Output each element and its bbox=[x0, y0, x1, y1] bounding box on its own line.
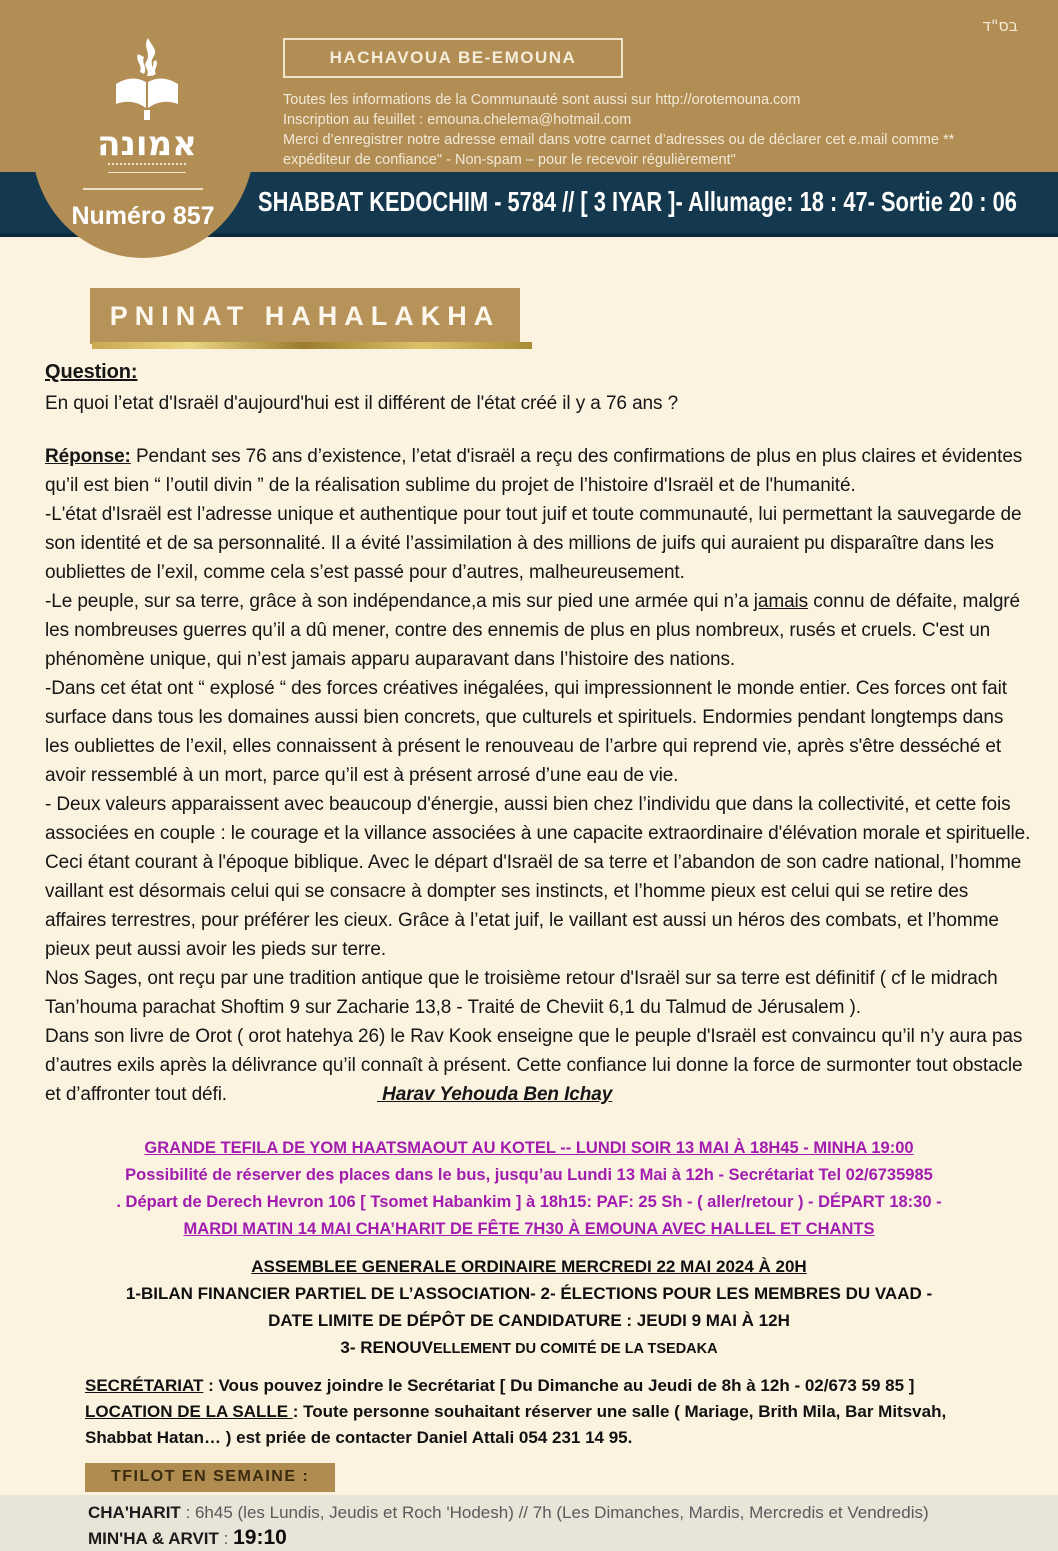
article-paragraphs bbox=[45, 442, 1032, 1109]
contact-line bbox=[85, 1399, 1058, 1425]
text-segment: connu de défaite, malgré les nombreuses guerres qu’il a dû mener, contre des ennemis de plus en plus nombreux, rusés et cruels. C'est un phénomène unique, qui n’est jamais apparu auparavant dans l’histoire des nations. bbox=[45, 591, 1020, 670]
emouna-logo bbox=[92, 36, 202, 173]
logo-hebrew-text: אמונה bbox=[97, 124, 197, 164]
text-segment: Dans son livre de Orot ( orot hatehya 26) le Rav Kook enseigne que le peuple d'Israël est convaincu qu’il n’y aura pas d’autres exils après la délivrance qu’il connaît à présent. Cette confiance lui donne la force de surmonter tout obstacle et d’affronter tout défi. bbox=[45, 1026, 1023, 1105]
paragraph bbox=[45, 500, 1032, 587]
contact-text: Shabbat Hatan… ) est priée de contacter Daniel Attali 054 231 14 95. bbox=[85, 1428, 633, 1447]
text-segment: 3- RENOUV bbox=[340, 1338, 433, 1357]
contact-text: : Vous pouvez joindre le Secrétariat [ Du Dimanche au Jeudi de 8h à 12h - 02/673 59 85 ] bbox=[203, 1376, 915, 1395]
question-label: Question: bbox=[45, 361, 138, 383]
text-segment: jamais bbox=[753, 591, 809, 612]
contact-line bbox=[85, 1425, 1058, 1451]
text-segment: -Le peuple, sur sa terre, grâce à son indépendance,a mis sur pied une armée qui n’a bbox=[45, 591, 754, 612]
announcement-line: ASSEMBLEE GENERALE ORDINAIRE MERCREDI 22 MAI 2024 À 20H bbox=[251, 1257, 807, 1276]
paragraph bbox=[45, 790, 1032, 964]
issue-circle bbox=[32, 30, 254, 258]
contact-label: LOCATION DE LA SALLE bbox=[85, 1402, 293, 1421]
article bbox=[0, 344, 1058, 1109]
announcement-tefila bbox=[0, 1135, 1058, 1243]
header bbox=[0, 0, 1058, 236]
announcement-line: . Départ de Derech Hevron 106 [ Tsomet Habankim ] à 18h15: PAF: 25 Sh - ( aller/retour ) - DÉPART 18:30 - bbox=[116, 1193, 942, 1211]
text-segment: Réponse: bbox=[45, 446, 131, 467]
header-info-line: Inscription au feuillet : emouna.chelema@hotmail.com bbox=[283, 112, 632, 128]
contact-label: SECRÉTARIAT bbox=[85, 1376, 204, 1395]
text-segment: Nos Sages, ont reçu par une tradition antique que le troisième retour d'Israël sur sa terre est définitif ( cf le midrach Tan’houma parachat Shoftim 9 sur Zacharie 13,8 - Traité de Cheviit 6,1 du Talmud de Jérusalem ). bbox=[45, 968, 998, 1018]
chaharit-line bbox=[88, 1500, 1058, 1525]
besd-hebrew-mark: בס"ד bbox=[982, 16, 1018, 35]
question-text: En quoi l’etat d'Israël d'aujourd'hui est il différent de l'état créé il y a 76 ans ? bbox=[45, 393, 679, 414]
circle-divider bbox=[83, 188, 203, 190]
header-info-line: Merci d’enregistrer notre adresse email dans votre carnet d’adresses ou de déclarer cet e.mail comme ** bbox=[283, 132, 955, 148]
tfilot-banner: TFILOT EN SEMAINE : bbox=[85, 1463, 335, 1492]
minha-arvit-line bbox=[88, 1525, 1058, 1551]
logo-subtitle-mark bbox=[108, 163, 186, 173]
section-banner-pninat-hahalakha: PNINAT HAHALAKHA bbox=[90, 288, 520, 344]
paragraph bbox=[45, 1022, 1032, 1109]
text-segment: Harav Yehouda Ben Ichay bbox=[377, 1084, 613, 1105]
contact-block bbox=[85, 1373, 1058, 1451]
chaharit-times: : 6h45 (les Lundis, Jeudis et Roch 'Hodesh) // 7h (Les Dimanches, Mardis, Mercredis et Vendredis) bbox=[180, 1503, 929, 1522]
contact-text: : Toute personne souhaitant réserver une salle ( Mariage, Brith Mila, Bar Mitsvah, bbox=[292, 1402, 947, 1421]
contact-line bbox=[85, 1373, 1058, 1399]
chaharit-label: CHA'HARIT bbox=[88, 1503, 181, 1522]
issue-number: Numéro 857 bbox=[71, 202, 215, 230]
announcement-assemblee-generale bbox=[0, 1253, 1058, 1363]
announcement-line: MARDI MATIN 14 MAI CHA’HARIT DE FÊTE 7H30 À EMOUNA AVEC HALLEL ET CHANTS bbox=[183, 1220, 875, 1238]
announcement-line: Possibilité de réserver des places dans le bus, jusqu’au Lundi 13 Mai à 12h - Secrétariat Tel 02/6735985 bbox=[125, 1166, 933, 1184]
paragraph bbox=[45, 442, 1032, 500]
text-segment: -L'état d'Israël est l’adresse unique et authentique pour tout juif et toute communauté, lui permettant la sauvegarde de son identité et de sa personnalité. Il a évité l’assimilation à des millions de juifs qui auraient pu disparaître dans les oubliettes de l’exil, comme cela s’est passé pour d’autres, malheureusement. bbox=[45, 504, 1022, 583]
header-info-line: Toutes les informations de la Communauté sont aussi sur http://orotemouna.com bbox=[283, 92, 801, 108]
minha-arvit-sep: : bbox=[218, 1529, 234, 1548]
text-segment: Pendant ses 76 ans d’existence, l’etat d'israël a reçu des confirmations de plus en plus claires et évidentes qu’il est bien “ l’outil divin ” de la réalisation sublime du projet de l’histoire d'Israël et de l'humanité. bbox=[45, 446, 1023, 496]
paragraph bbox=[45, 964, 1032, 1022]
text-segment: ELLEMENT DU COMITÉ DE LA TSEDAKA bbox=[432, 1341, 718, 1357]
shabbat-title: SHABBAT KEDOCHIM - 5784 // [ 3 IYAR ]- Allumage: 18 : 47- Sortie 20 : 06 bbox=[258, 186, 1017, 217]
text-segment: -Dans cet état ont “ explosé “ des forces créatives inégalées, qui impressionnent le monde entier. Ces forces ont fait surface dans tous les domaines aussi bien concrets, que culturels et spirituels. Endormies pendant longtemps dans les oubliettes de l’exil, elles connaissent à présent le renouveau de l’arbre qui reprend vie, après s'être desséché et avoir ressemblé à un mort, parce qu’il est à présent arrosé d’une eau de vie. bbox=[45, 678, 1007, 786]
text-segment: - Deux valeurs apparaissent avec beaucoup d'énergie, aussi bien chez l’individu que dans la collectivité, et cette fois associées en couple : le courage et la villance associées à une capacite extraordinaire d'élévation morale et spirituelle. Ceci étant courant à l'époque biblique. Avec le départ d'Israël de sa terre et l’abandon de son cadre national, l’homme vaillant est désormais celui qui se consacre à dompter ses instincts, et l’homme pieux est celui qui se retire des affaires terrestres, pour préférer les cieux. Grâce à l’etat juif, le vaillant est aussi un héros des combats, et l’homme pieux peut aussi avoir les pieds sur terre. bbox=[45, 794, 1031, 960]
announcement-line: 1-BILAN FINANCIER PARTIEL DE L’ASSOCIATION- 2- ÉLECTIONS POUR LES MEMBRES DU VAAD - bbox=[125, 1284, 933, 1303]
minha-arvit-label: MIN'HA & ARVIT bbox=[88, 1529, 219, 1548]
header-info-line: expéditeur de confiance" - Non-spam – pour le recevoir régulièrement" bbox=[283, 152, 736, 168]
paragraph bbox=[45, 587, 1032, 674]
announcement-line: DATE LIMITE DE DÉPÔT DE CANDIDATURE : JEUDI 9 MAI À 12H bbox=[268, 1311, 790, 1330]
minha-arvit-time: 19:10 bbox=[233, 1526, 287, 1549]
flame-book-icon bbox=[110, 36, 184, 128]
paragraph bbox=[45, 674, 1032, 790]
announcement-line: GRANDE TEFILA DE YOM HAATSMAOUT AU KOTEL -- LUNDI SOIR 13 MAI À 18H45 - MINHA 19:00 bbox=[144, 1139, 914, 1157]
newsletter-name-box: HACHAVOUA BE-EMOUNA bbox=[283, 38, 623, 78]
announcement-line bbox=[0, 1334, 1058, 1363]
weekday-times bbox=[88, 1500, 1058, 1551]
header-info-lines bbox=[283, 90, 954, 170]
